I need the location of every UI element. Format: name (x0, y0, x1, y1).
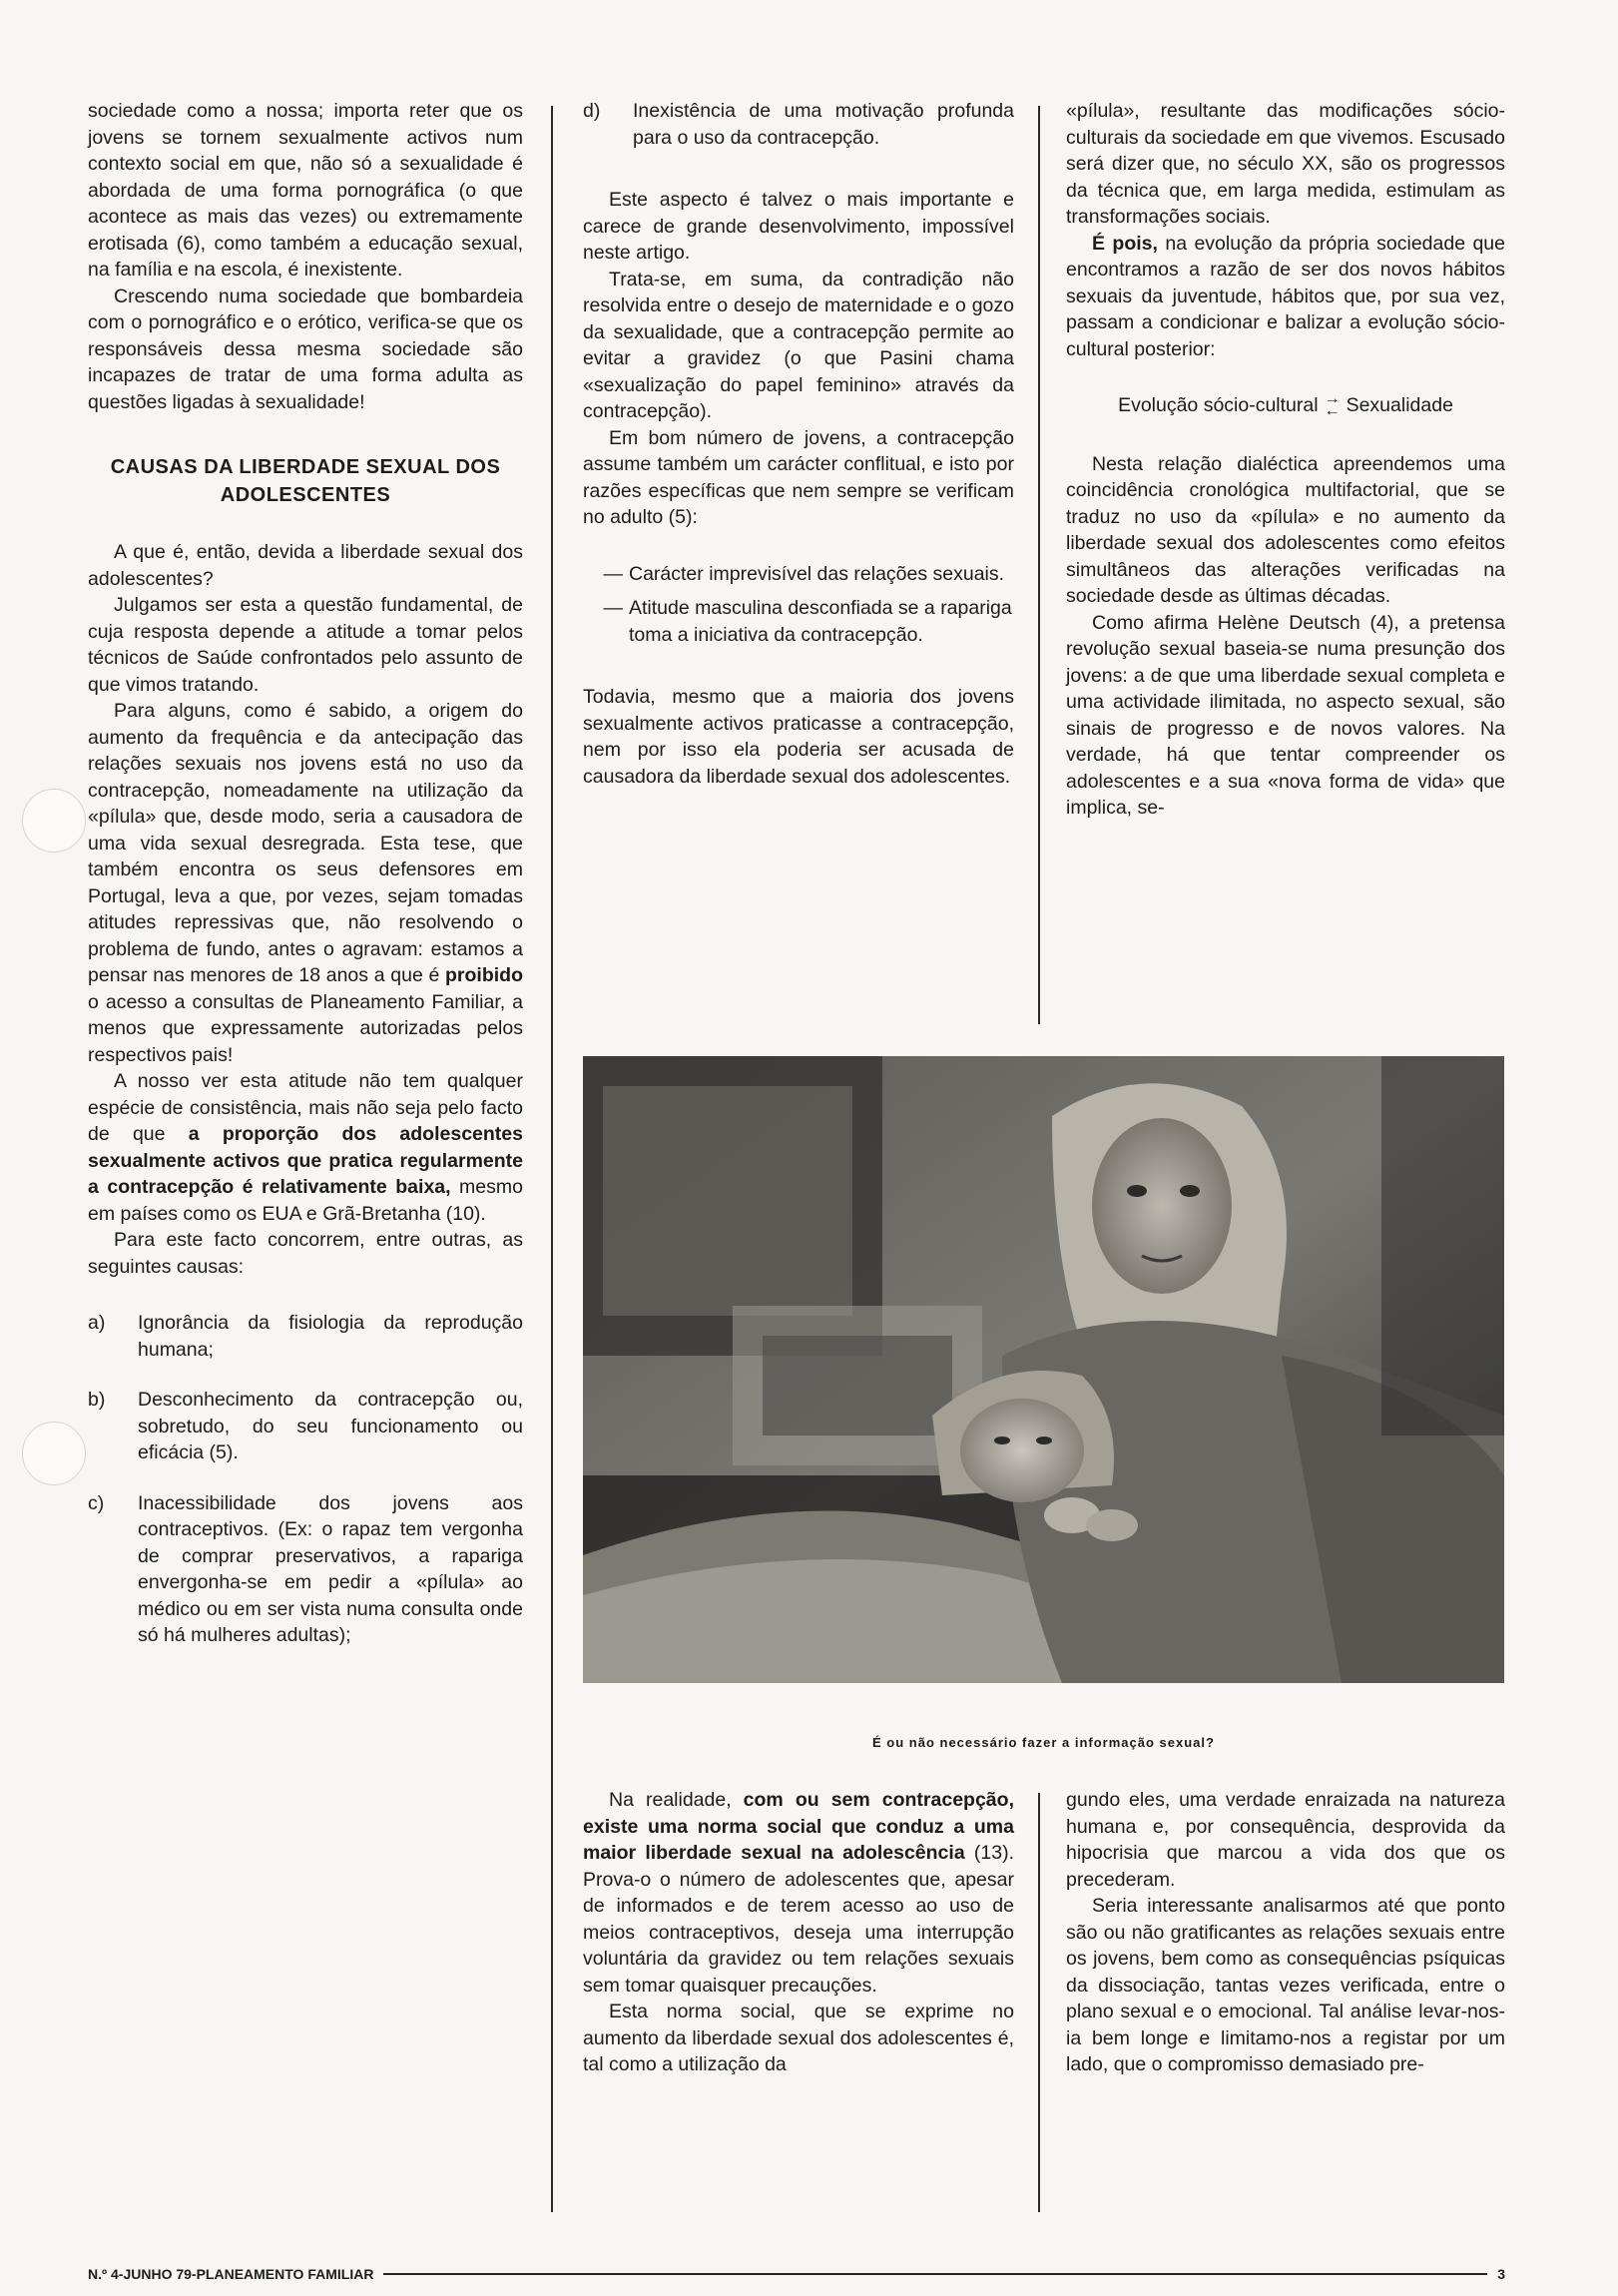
footer-rule (383, 2273, 1487, 2275)
column-5 (1066, 1787, 1505, 2078)
photo-caption: É ou não necessário fazer a informação sexual? (872, 1735, 1215, 1750)
paragraph: Para alguns, como é sabido, a origem do aumento da frequência e da antecipação das relações sexuais nos jovens está no uso da contracepção, nomeadamente na utilização da «pílula» que, desde modo, seria a causadora de uma vida sexual desregrada. Esta tese, que também encontra os seus defensores em Portugal, leva a que, por vezes, sejam tomadas atitudes repressivas que, não resolvendo o problema de fundo, antes o agravam: estamos a pensar nas menores de 18 anos a que é proibido o acesso a consultas de Planeamento Familiar, a menos que expressamente autorizadas pelos respectivos pais! (88, 700, 523, 1066)
punch-hole-top (22, 789, 86, 853)
paragraph: Esta norma social, que se exprime no aumento da liberdade sexual dos adolescentes é, tal como a utilização da (583, 2001, 1014, 2075)
paragraph: Na realidade, com ou sem contracepção, existe uma norma social que conduz a uma maior liberdade sexual na adolescência (13). Prova-o o número de adolescentes que, apesar de informados e de terem acesso ao uso de meios contraceptivos, deseja uma interrupção voluntária da gravidez ou tem relações sexuais sem tomar quaisquer precauções. (583, 1789, 1014, 1997)
paragraph: Seria interessante analisarmos até que ponto são ou não gratificantes as relações sexuais entre os jovens, bem como as consequências psíquicas da dissociação, tantas vezes verificada, entre o plano sexual e o emocional. Tal análise levar-nos-ia bem longe e limitamo-nos a registar por um lado, que o compromisso demasiado pre- (1066, 1895, 1505, 2075)
list-item: d) Inexistência de uma motivação profunda para o uso da contracepção. (583, 100, 1014, 149)
photo-illustration (583, 1056, 1504, 1683)
list-item: — Atitude masculina desconfiada se a rapariga toma a iniciativa da contracepção. (603, 597, 1012, 646)
paragraph: gundo eles, uma verdade enraizada na natureza humana e, por consequência, desprovida da hipocrisia que marcou a vida dos que os precederam. (1066, 1789, 1505, 1891)
column-1 (88, 98, 523, 1649)
footer-issue: N.º 4-JUNHO 79-PLANEAMENTO FAMILIAR (88, 2266, 374, 2282)
page-footer (88, 2262, 1505, 2286)
paragraph: Todavia, mesmo que a maioria dos jovens sexualmente activos praticasse a contracepção, nem por isso ela poderia ser acusada de causadora da liberdade sexual dos adolescentes. (583, 686, 1014, 788)
list-item: b) Desconhecimento da contracepção ou, sobretudo, do seu funcionamento ou eficácia (5). (88, 1389, 523, 1463)
paragraph: Este aspecto é talvez o mais importante e carece de grande desenvolvimento, impossível neste artigo. (583, 189, 1014, 264)
paragraph: Em bom número de jovens, a contracepção assume também um carácter conflitual, e isto por razões específicas que nem sempre se verificam no adulto (5): (583, 426, 1014, 528)
paragraph: É pois, na evolução da própria sociedade que encontramos a razão de ser dos novos hábitos sexuais da juventude, hábitos que, por sua vez, passam a condicionar e balizar a evolução sócio-cultural posterior: (1066, 232, 1505, 360)
photograph (583, 1056, 1504, 1683)
list-item: a) Ignorância da fisiologia da reprodução humana; (88, 1312, 523, 1361)
paragraph: Nesta relação dialéctica apreendemos uma coincidência cronológica multifactorial, que se traduz no uso da «pílula» e no aumento da liberdade sexual dos adolescentes como efeitos simultâneos das alterações verificadas na sociedade desde as últimas décadas. (1066, 452, 1505, 607)
relation-formula: Evolução sócio-cultural → ← Sexualidade (1118, 390, 1453, 420)
paragraph: Julgamos ser esta a questão fundamental, de cuja resposta depende a atitude a tomar pelos técnicos de Saúde confrontados pelo assunto de que vimos tratando. (88, 594, 523, 696)
paragraph: Crescendo numa sociedade que bombardeia com o pornográfico e o erótico, verifica-se que os responsáveis dessa mesma sociedade são incapazes de tratar de uma forma adulta as questões ligadas à sexualidade! (88, 285, 523, 413)
paragraph: Como afirma Helène Deutsch (4), a pretensa revolução sexual baseia-se numa presunção dos jovens: a de que uma liberdade sexual completa e uma actividade ilimitada, no aspecto sexual, são sinais de progresso e de novos valores. Na verdade, há que tentar compreender os adolescentes e a sua «nova forma de vida» que implica, se- (1066, 611, 1505, 819)
column-divider (551, 106, 553, 2212)
column-divider (1038, 106, 1040, 1024)
section-heading: CAUSAS DA LIBERDADE SEXUAL DOS ADOLESCENTES (110, 456, 501, 506)
paragraph: «pílula», resultante das modificações sócio-culturais da sociedade em que vivemos. Escusado será dizer que, no século XX, são os progressos da técnica que, em larga medida, estimulam as transformações sociais. (1066, 100, 1505, 228)
column-divider (1038, 1793, 1040, 2212)
paragraph: A que é, então, devida a liberdade sexual dos adolescentes? (88, 541, 523, 590)
page-number: 3 (1497, 2266, 1505, 2282)
paragraph: sociedade como a nossa; importa reter que os jovens se tornem sexualmente activos num contexto social em que, não só a sexualidade é abordada de uma forma pornográfica (o que acontece as mais das vezes) ou extremamente erotisada (6), como também a educação sexual, na família e na escola, é inexistente. (88, 100, 523, 281)
list-item: c) Inacessibilidade dos jovens aos contraceptivos. (Ex: o rapaz tem vergonha de comprar preservativos, a rapariga envergonha-se em pedir a «pílula» ao médico ou em ser vista numa consulta onde só há mulheres adultas); (88, 1491, 523, 1646)
paragraph: Para este facto concorrem, entre outras, as seguintes causas: (88, 1229, 523, 1278)
paragraph: Trata-se, em suma, da contradição não resolvida entre o desejo de maternidade e o gozo da sexualidade, que a contracepção permite ao evitar a gravidez (o que Pasini chama «sexualização do papel feminino» através da contracepção). (583, 268, 1014, 422)
column-2 (583, 98, 1014, 790)
paragraph: A nosso ver esta atitude não tem qualquer espécie de consistência, mais não seja pelo facto de que a proporção dos adolescentes sexualmente activos que pratica regularmente a contracepção é relativamente baixa, mesmo em países como os EUA e Grã-Bretanha (10). (88, 1070, 523, 1225)
column-4 (583, 1787, 1014, 2078)
punch-hole-bottom (22, 1422, 86, 1485)
list-item: — Carácter imprevisível das relações sexuais. (603, 562, 1005, 585)
column-3 (1066, 98, 1505, 822)
double-arrow-icon: → ← (1324, 390, 1341, 420)
